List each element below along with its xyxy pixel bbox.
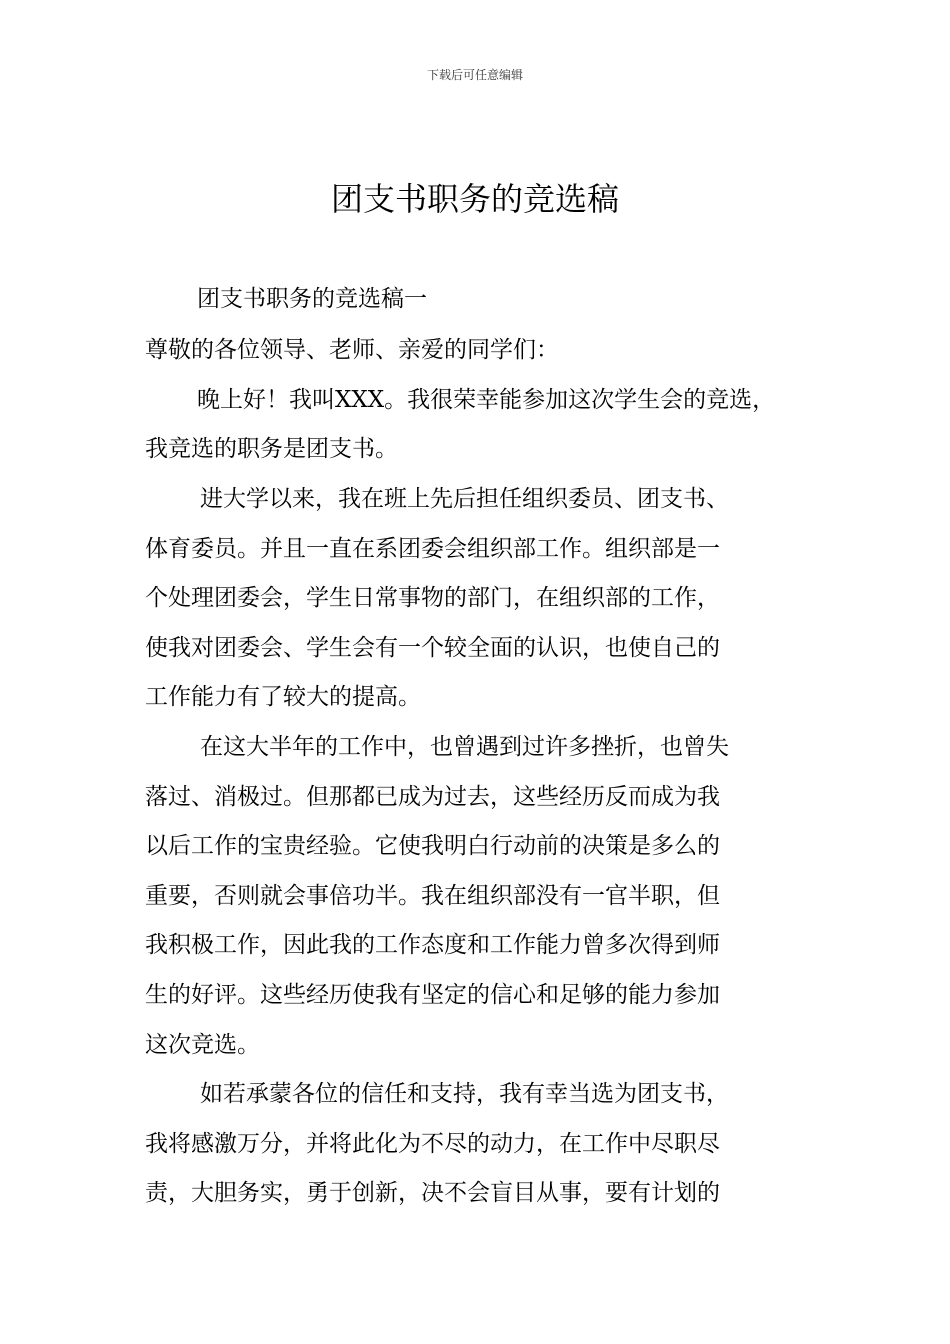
body-line: 落过、消极过。但那都已成为过去，这些经历反而成为我 — [145, 784, 720, 810]
body-line: 我竞选的职务是团支书。 — [145, 436, 398, 462]
body-line: 体育委员。并且一直在系团委会组织部工作。组织部是一 — [145, 536, 720, 562]
body-line: 使我对团委会、学生会有一个较全面的认识，也使自己的 — [145, 635, 720, 661]
body-line: 我积极工作，因此我的工作态度和工作能力曾多次得到师 — [145, 932, 720, 958]
header-note: 下载后可任意编辑 — [426, 68, 523, 82]
body-line: 这次竞选。 — [145, 1032, 260, 1058]
body-line: 进大学以来，我在班上先后担任组织委员、团支书、 — [200, 486, 729, 512]
body-line: 晚上好！我叫XXX。我很荣幸能参加这次学生会的竞选， — [197, 387, 776, 413]
body-line: 尊敬的各位领导、老师、亲爱的同学们： — [145, 337, 559, 363]
document-title: 团支书职务的竞选稿 — [330, 180, 619, 218]
body-line: 团支书职务的竞选稿一 — [197, 286, 427, 312]
body-line: 工作能力有了较大的提高。 — [145, 684, 421, 710]
body-line: 个处理团委会，学生日常事物的部门，在组织部的工作， — [145, 585, 720, 611]
body-line: 以后工作的宝贵经验。它使我明白行动前的决策是多么的 — [145, 833, 720, 859]
body-line: 责，大胆务实，勇于创新，决不会盲目从事，要有计划的 — [145, 1180, 720, 1206]
body-line: 重要，否则就会事倍功半。我在组织部没有一官半职，但 — [145, 883, 720, 909]
body-line: 生的好评。这些经历使我有坚定的信心和足够的能力参加 — [145, 982, 720, 1008]
body-line: 在这大半年的工作中，也曾遇到过许多挫折，也曾失 — [200, 734, 729, 760]
body-line: 如若承蒙各位的信任和支持，我有幸当选为团支书， — [200, 1081, 729, 1107]
body-line: 我将感激万分，并将此化为不尽的动力，在工作中尽职尽 — [145, 1131, 720, 1157]
